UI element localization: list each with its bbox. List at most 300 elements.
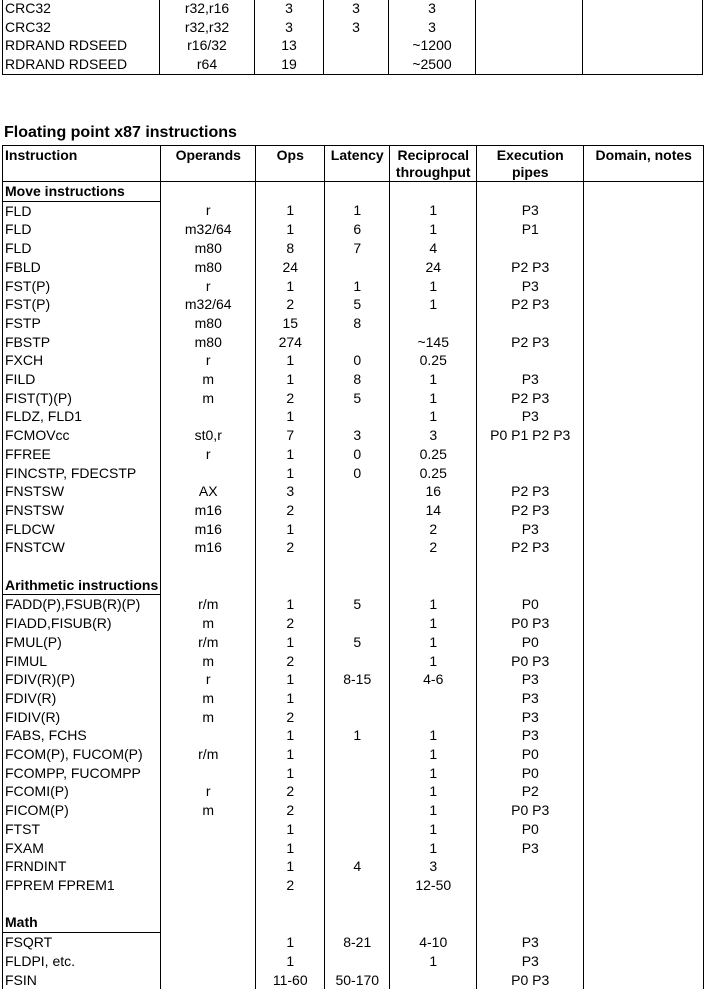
table-row — [3, 389, 704, 408]
cell-instruction: FLD — [3, 220, 161, 239]
cell-throughput: 1 — [390, 745, 477, 764]
cell-notes — [584, 464, 704, 483]
table-row — [3, 258, 704, 277]
cell-instruction: FIST(T)(P) — [3, 389, 161, 408]
cell-pipes: P2 P3 — [477, 258, 584, 277]
cell-notes — [584, 351, 704, 370]
cell-instruction: FICOM(P) — [3, 801, 161, 820]
cell-ops: 1 — [256, 370, 325, 389]
cell-ops: 2 — [256, 614, 325, 633]
spacer-cell — [161, 895, 256, 914]
cell-notes — [584, 633, 704, 652]
table-row — [3, 670, 704, 689]
cell-latency — [324, 55, 389, 74]
cell-operands — [161, 857, 256, 876]
cell-operands: r/m — [161, 745, 256, 764]
cell-instruction: FTST — [3, 820, 161, 839]
cell-notes — [584, 501, 704, 520]
table-row — [3, 295, 704, 314]
cell-pipes: P0 P1 P2 P3 — [477, 426, 584, 445]
cell-operands — [161, 726, 256, 745]
cell-notes — [584, 782, 704, 801]
cell-notes — [584, 726, 704, 745]
cell-ops: 1 — [256, 445, 325, 464]
group-label-spacer — [256, 182, 325, 202]
cell-pipes: P3 — [477, 952, 584, 971]
cell-throughput: 0.25 — [390, 445, 477, 464]
cell-operands: m16 — [161, 538, 256, 557]
cell-ops: 1 — [256, 857, 325, 876]
table-row — [3, 36, 703, 55]
cell-ops: 3 — [255, 18, 324, 37]
cell-operands: m — [161, 389, 256, 408]
cell-pipes — [476, 55, 583, 74]
table-row — [3, 782, 704, 801]
spacer-row — [3, 557, 704, 576]
cell-throughput: 24 — [390, 258, 477, 277]
cell-operands: r64 — [160, 55, 255, 74]
cell-instruction: FNSTSW — [3, 482, 161, 501]
table-header — [3, 146, 704, 182]
cell-instruction: FLDZ, FLD1 — [3, 407, 161, 426]
cell-ops: 1 — [256, 520, 325, 539]
spacer-cell — [477, 557, 584, 576]
cell-throughput: 3 — [389, 0, 476, 18]
cell-latency: 8-15 — [325, 670, 390, 689]
cell-pipes — [476, 18, 583, 37]
cell-notes — [584, 595, 704, 614]
cell-ops: 2 — [256, 389, 325, 408]
cell-operands — [161, 464, 256, 483]
cell-notes — [584, 277, 704, 296]
cell-operands: m — [161, 614, 256, 633]
cell-ops: 2 — [256, 501, 325, 520]
table-row — [3, 745, 704, 764]
cell-pipes: P0 — [477, 595, 584, 614]
cell-throughput: 12-50 — [390, 876, 477, 895]
cell-notes — [584, 333, 704, 352]
table-row — [3, 857, 704, 876]
cell-latency — [325, 501, 390, 520]
cell-throughput: 3 — [389, 18, 476, 37]
cell-ops: 13 — [255, 36, 324, 55]
top-table-body — [3, 0, 703, 74]
group-label-spacer — [256, 576, 325, 595]
table-row — [3, 407, 704, 426]
cell-operands: r16/32 — [160, 36, 255, 55]
cell-notes — [583, 36, 703, 55]
cell-throughput: 1 — [390, 633, 477, 652]
group-label-spacer — [390, 182, 477, 202]
group-label-spacer — [325, 576, 390, 595]
group-label: Move instructions — [3, 182, 161, 202]
cell-latency: 1 — [325, 201, 390, 220]
cell-throughput: 1 — [390, 952, 477, 971]
table-row — [3, 538, 704, 557]
spacer-cell — [477, 895, 584, 914]
cell-latency — [325, 333, 390, 352]
header-notes: Domain, notes — [584, 146, 704, 182]
cell-latency — [325, 258, 390, 277]
table-row — [3, 652, 704, 671]
cell-pipes: P0 P3 — [477, 652, 584, 671]
cell-ops: 2 — [256, 782, 325, 801]
section-title: Floating point x87 instructions — [4, 124, 237, 141]
spacer-cell — [584, 557, 704, 576]
table-row — [3, 876, 704, 895]
header-throughput-line1: Reciprocal — [397, 147, 470, 163]
group-label-spacer — [161, 913, 256, 932]
group-label: Arithmetic instructions — [3, 576, 161, 595]
cell-notes — [584, 971, 704, 990]
cell-instruction: FNSTCW — [3, 538, 161, 557]
cell-ops: 1 — [256, 407, 325, 426]
table-row — [3, 201, 704, 220]
cell-instruction: FIADD,FISUB(R) — [3, 614, 161, 633]
cell-pipes — [476, 0, 583, 18]
cell-operands: r — [161, 445, 256, 464]
cell-latency — [325, 708, 390, 727]
cell-latency: 5 — [325, 595, 390, 614]
cell-latency — [325, 820, 390, 839]
cell-latency — [325, 876, 390, 895]
cell-pipes: P2 P3 — [477, 538, 584, 557]
cell-notes — [584, 708, 704, 727]
spacer-cell — [390, 557, 477, 576]
spacer-cell — [161, 557, 256, 576]
cell-ops: 3 — [256, 482, 325, 501]
table-row — [3, 464, 704, 483]
cell-latency: 4 — [325, 857, 390, 876]
cell-ops: 1 — [256, 464, 325, 483]
cell-throughput: 14 — [390, 501, 477, 520]
cell-latency: 1 — [325, 726, 390, 745]
cell-latency: 3 — [325, 426, 390, 445]
cell-throughput: 1 — [390, 782, 477, 801]
cell-latency — [324, 36, 389, 55]
cell-throughput: ~2500 — [389, 55, 476, 74]
cell-operands — [161, 839, 256, 858]
table-row — [3, 614, 704, 633]
cell-throughput: 3 — [390, 426, 477, 445]
cell-ops: 2 — [256, 295, 325, 314]
cell-ops: 1 — [256, 952, 325, 971]
cell-pipes: P3 — [477, 839, 584, 858]
cell-ops: 19 — [255, 55, 324, 74]
cell-pipes: P3 — [477, 370, 584, 389]
cell-instruction: FINCSTP, FDECSTP — [3, 464, 161, 483]
cell-throughput: 1 — [390, 652, 477, 671]
cell-throughput: 4 — [390, 239, 477, 258]
cell-operands: r32,r32 — [160, 18, 255, 37]
cell-instruction: FST(P) — [3, 295, 161, 314]
cell-pipes — [477, 876, 584, 895]
table-row — [3, 220, 704, 239]
cell-throughput: 1 — [390, 370, 477, 389]
cell-instruction: CRC32 — [3, 18, 160, 37]
cell-pipes: P3 — [477, 689, 584, 708]
cell-operands: m80 — [161, 258, 256, 277]
table-row — [3, 277, 704, 296]
cell-latency — [325, 689, 390, 708]
group-label-spacer — [325, 182, 390, 202]
cell-latency — [325, 952, 390, 971]
cell-instruction: FSTP — [3, 314, 161, 333]
cell-notes — [584, 482, 704, 501]
cell-operands — [161, 933, 256, 952]
cell-throughput: 1 — [390, 295, 477, 314]
cell-instruction: FBLD — [3, 258, 161, 277]
cell-throughput — [390, 689, 477, 708]
cell-latency: 5 — [325, 633, 390, 652]
cell-latency: 0 — [325, 445, 390, 464]
cell-latency — [325, 782, 390, 801]
cell-throughput: 1 — [390, 220, 477, 239]
cell-instruction: FDIV(R)(P) — [3, 670, 161, 689]
cell-ops: 2 — [256, 708, 325, 727]
cell-pipes: P0 — [477, 633, 584, 652]
spacer-cell — [390, 895, 477, 914]
cell-operands: m16 — [161, 501, 256, 520]
cell-throughput: 1 — [390, 764, 477, 783]
group-label-row — [3, 576, 704, 595]
cell-instruction: FLDPI, etc. — [3, 952, 161, 971]
cell-instruction: FSIN — [3, 971, 161, 990]
table-row — [3, 801, 704, 820]
cell-instruction: FDIV(R) — [3, 689, 161, 708]
cell-operands — [161, 407, 256, 426]
cell-operands: m80 — [161, 239, 256, 258]
cell-notes — [584, 389, 704, 408]
cell-instruction: FBSTP — [3, 333, 161, 352]
cell-notes — [584, 295, 704, 314]
cell-pipes: P0 P3 — [477, 971, 584, 990]
cell-ops: 11-60 — [256, 971, 325, 990]
cell-pipes: P1 — [477, 220, 584, 239]
cell-ops: 24 — [256, 258, 325, 277]
cell-notes — [584, 801, 704, 820]
header-operands: Operands — [161, 146, 256, 182]
cell-ops: 2 — [256, 538, 325, 557]
table-row — [3, 426, 704, 445]
table-row — [3, 333, 704, 352]
cell-pipes: P0 — [477, 820, 584, 839]
table-row — [3, 445, 704, 464]
cell-latency: 5 — [325, 389, 390, 408]
cell-ops: 1 — [256, 351, 325, 370]
cell-latency — [325, 764, 390, 783]
cell-pipes: P3 — [477, 201, 584, 220]
table-row — [3, 370, 704, 389]
cell-operands: m80 — [161, 314, 256, 333]
cell-operands: r/m — [161, 633, 256, 652]
cell-throughput: 1 — [390, 820, 477, 839]
cell-pipes — [477, 445, 584, 464]
cell-notes — [584, 314, 704, 333]
cell-instruction: FLD — [3, 201, 161, 220]
spacer-cell — [3, 895, 161, 914]
cell-latency: 6 — [325, 220, 390, 239]
cell-latency: 8 — [325, 370, 390, 389]
cell-instruction: FST(P) — [3, 277, 161, 296]
cell-pipes: P3 — [477, 726, 584, 745]
cell-notes — [584, 670, 704, 689]
cell-latency: 1 — [325, 277, 390, 296]
table-row — [3, 18, 703, 37]
table-row — [3, 708, 704, 727]
cell-pipes: P0 P3 — [477, 801, 584, 820]
cell-instruction: FNSTSW — [3, 501, 161, 520]
spacer-cell — [584, 895, 704, 914]
cell-latency — [325, 839, 390, 858]
group-label-spacer — [584, 576, 704, 595]
table-body — [3, 182, 704, 990]
cell-instruction: FIDIV(R) — [3, 708, 161, 727]
cell-pipes: P0 — [477, 764, 584, 783]
cell-ops: 1 — [256, 201, 325, 220]
cell-operands: m32/64 — [161, 220, 256, 239]
group-label-spacer — [477, 913, 584, 932]
cell-throughput: 16 — [390, 482, 477, 501]
spacer-cell — [256, 557, 325, 576]
cell-ops: 1 — [256, 277, 325, 296]
cell-latency: 0 — [325, 351, 390, 370]
cell-latency: 0 — [325, 464, 390, 483]
table-row — [3, 482, 704, 501]
cell-pipes: P3 — [477, 670, 584, 689]
table-row — [3, 595, 704, 614]
cell-notes — [584, 445, 704, 464]
cell-operands: r — [161, 782, 256, 801]
cell-pipes: P2 P3 — [477, 333, 584, 352]
cell-throughput: 4-6 — [390, 670, 477, 689]
cell-notes — [584, 538, 704, 557]
cell-ops: 2 — [256, 652, 325, 671]
cell-latency: 8-21 — [325, 933, 390, 952]
table-row — [3, 820, 704, 839]
cell-ops: 1 — [256, 820, 325, 839]
group-label-spacer — [584, 913, 704, 932]
cell-notes — [584, 426, 704, 445]
cell-operands: r32,r16 — [160, 0, 255, 18]
cell-pipes: P0 — [477, 745, 584, 764]
cell-throughput — [390, 708, 477, 727]
cell-instruction: FLD — [3, 239, 161, 258]
header-pipes — [477, 146, 584, 182]
cell-throughput: 1 — [390, 277, 477, 296]
cell-pipes: P3 — [477, 708, 584, 727]
cell-latency: 8 — [325, 314, 390, 333]
cell-instruction: FMUL(P) — [3, 633, 161, 652]
header-throughput — [390, 146, 477, 182]
cell-instruction: FFREE — [3, 445, 161, 464]
cell-notes — [584, 220, 704, 239]
cell-throughput: 1 — [390, 407, 477, 426]
cell-notes — [584, 876, 704, 895]
cell-operands: r/m — [161, 595, 256, 614]
group-label-spacer — [161, 182, 256, 202]
cell-notes — [584, 258, 704, 277]
x87-instruction-table — [2, 145, 704, 989]
cell-notes — [584, 689, 704, 708]
cell-operands — [161, 876, 256, 895]
table-row — [3, 314, 704, 333]
cell-instruction: FILD — [3, 370, 161, 389]
cell-operands — [161, 952, 256, 971]
cell-ops: 274 — [256, 333, 325, 352]
cell-instruction: FXCH — [3, 351, 161, 370]
cell-notes — [584, 839, 704, 858]
table-row — [3, 520, 704, 539]
cell-pipes: P3 — [477, 277, 584, 296]
cell-latency — [325, 652, 390, 671]
group-label-row — [3, 913, 704, 932]
cell-ops: 1 — [256, 839, 325, 858]
table-row — [3, 501, 704, 520]
cell-notes — [584, 370, 704, 389]
cell-operands: m80 — [161, 333, 256, 352]
cell-throughput: 0.25 — [390, 464, 477, 483]
cell-operands — [161, 971, 256, 990]
table-row — [3, 952, 704, 971]
cell-pipes — [477, 351, 584, 370]
cell-ops: 1 — [256, 933, 325, 952]
cell-instruction: FLDCW — [3, 520, 161, 539]
cell-ops: 8 — [256, 239, 325, 258]
spacer-cell — [256, 895, 325, 914]
cell-ops: 1 — [256, 220, 325, 239]
cell-notes — [584, 952, 704, 971]
cell-pipes — [477, 239, 584, 258]
cell-notes — [584, 764, 704, 783]
cell-ops: 1 — [256, 633, 325, 652]
cell-notes — [583, 55, 703, 74]
table-row — [3, 55, 703, 74]
cell-pipes: P3 — [477, 407, 584, 426]
cell-throughput: 1 — [390, 201, 477, 220]
cell-pipes: P2 — [477, 782, 584, 801]
cell-operands: r — [161, 670, 256, 689]
header-pipes-line1: Execution — [496, 147, 564, 163]
group-label-spacer — [256, 913, 325, 932]
group-label: Math — [3, 913, 161, 932]
cell-operands: r — [161, 277, 256, 296]
cell-operands: st0,r — [161, 426, 256, 445]
spacer-row — [3, 895, 704, 914]
table-row — [3, 633, 704, 652]
cell-notes — [584, 933, 704, 952]
cell-notes — [584, 857, 704, 876]
group-label-spacer — [477, 576, 584, 595]
cell-instruction: FPREM FPREM1 — [3, 876, 161, 895]
cell-operands: m — [161, 370, 256, 389]
table-row — [3, 764, 704, 783]
cell-operands: r — [161, 351, 256, 370]
cell-operands: m — [161, 801, 256, 820]
header-instruction: Instruction — [3, 146, 161, 182]
cell-notes — [583, 0, 703, 18]
table-row — [3, 351, 704, 370]
group-label-spacer — [584, 182, 704, 202]
cell-latency: 5 — [325, 295, 390, 314]
group-label-spacer — [161, 576, 256, 595]
cell-operands: m — [161, 689, 256, 708]
group-label-spacer — [477, 182, 584, 202]
spacer-cell — [325, 557, 390, 576]
cell-latency — [325, 801, 390, 820]
cell-notes — [584, 201, 704, 220]
cell-throughput: 3 — [390, 857, 477, 876]
